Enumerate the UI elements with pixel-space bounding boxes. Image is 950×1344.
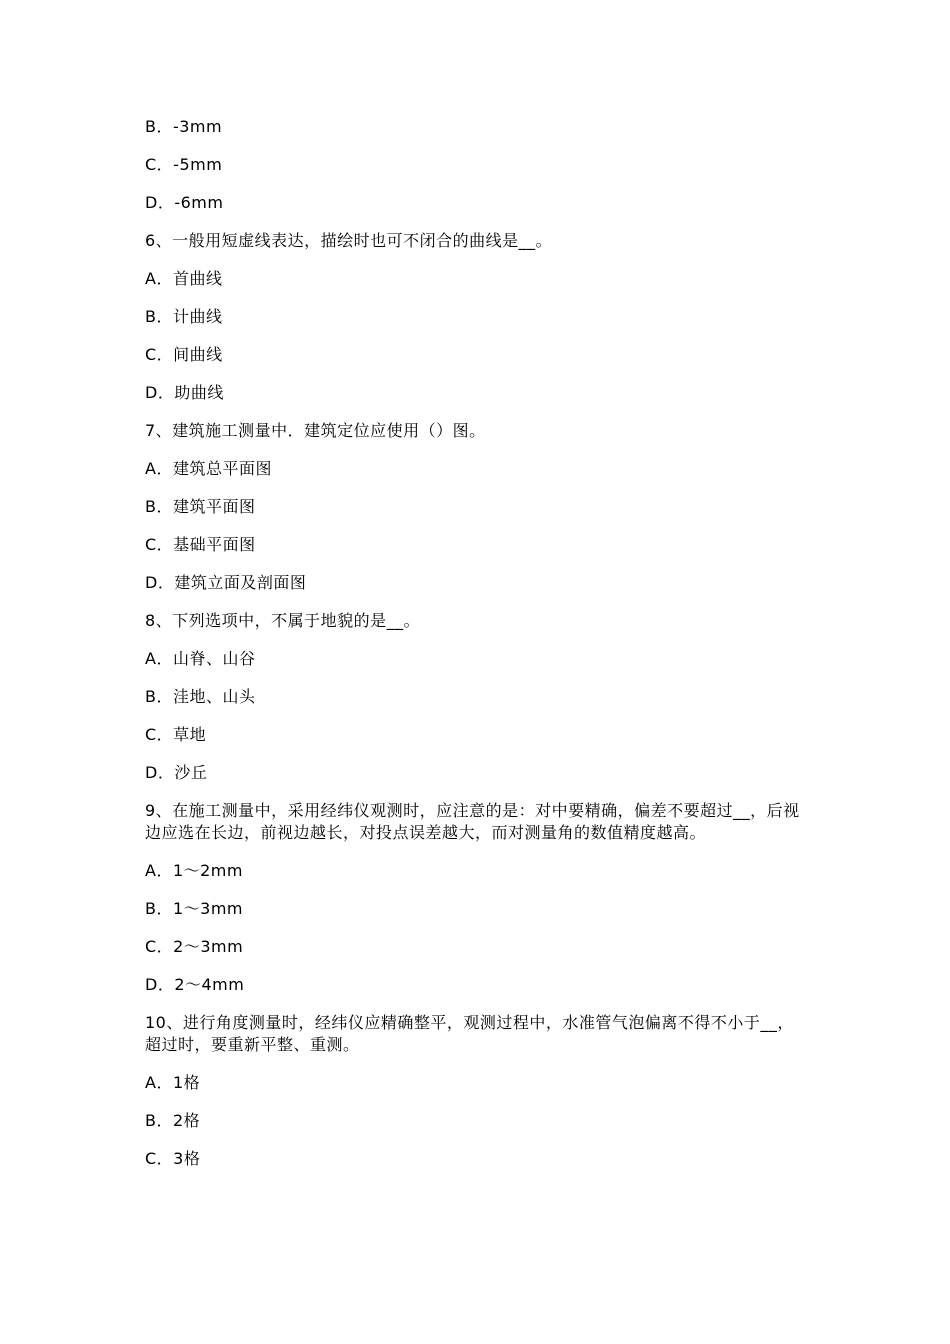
option-item: D．建筑立面及剖面图: [145, 573, 307, 592]
option-item: C．基础平面图: [145, 535, 256, 554]
question-6-text: 6、一般用短虚线表达，描绘时也可不闭合的曲线是__。: [145, 231, 553, 250]
option-item: C．草地: [145, 725, 207, 744]
question-7-text: 7、建筑施工测量中．建筑定位应使用（）图。: [145, 421, 486, 440]
document-page: [145, 116, 810, 1186]
option-item: A．山脊、山谷: [145, 649, 256, 668]
question-8-text: 8、下列选项中，不属于地貌的是__。: [145, 611, 421, 630]
option-item: D．-6mm: [145, 193, 224, 212]
option-item: A．建筑总平面图: [145, 459, 272, 478]
question-10-text: 10、进行角度测量时，经纬仪应精确整平，观测过程中，水准管气泡偏离不得不小于__，超过时，要重新平整、重测。: [145, 1013, 794, 1054]
option-item: B．计曲线: [145, 307, 223, 326]
option-item: C．2～3mm: [145, 937, 244, 956]
option-item: B．1～3mm: [145, 899, 244, 918]
option-item: D．2～4mm: [145, 975, 245, 994]
option-item: D．沙丘: [145, 763, 208, 782]
option-item: B．2格: [145, 1111, 201, 1130]
option-item: A．首曲线: [145, 269, 223, 288]
question-9-text: 9、在施工测量中，采用经纬仪观测时，应注意的是：对中要精确，偏差不要超过__，后视边应选在长边，前视边越长，对投点误差越大，而对测量角的数值精度越高。: [145, 801, 800, 842]
option-item: A．1～2mm: [145, 861, 243, 880]
option-item: C．-5mm: [145, 155, 223, 174]
option-item: B．建筑平面图: [145, 497, 256, 516]
option-item: D．助曲线: [145, 383, 224, 402]
option-item: A．1格: [145, 1073, 201, 1092]
option-item: C．3格: [145, 1149, 201, 1168]
option-item: C．间曲线: [145, 345, 223, 364]
option-item: B．-3mm: [145, 117, 223, 136]
option-item: B．洼地、山头: [145, 687, 256, 706]
